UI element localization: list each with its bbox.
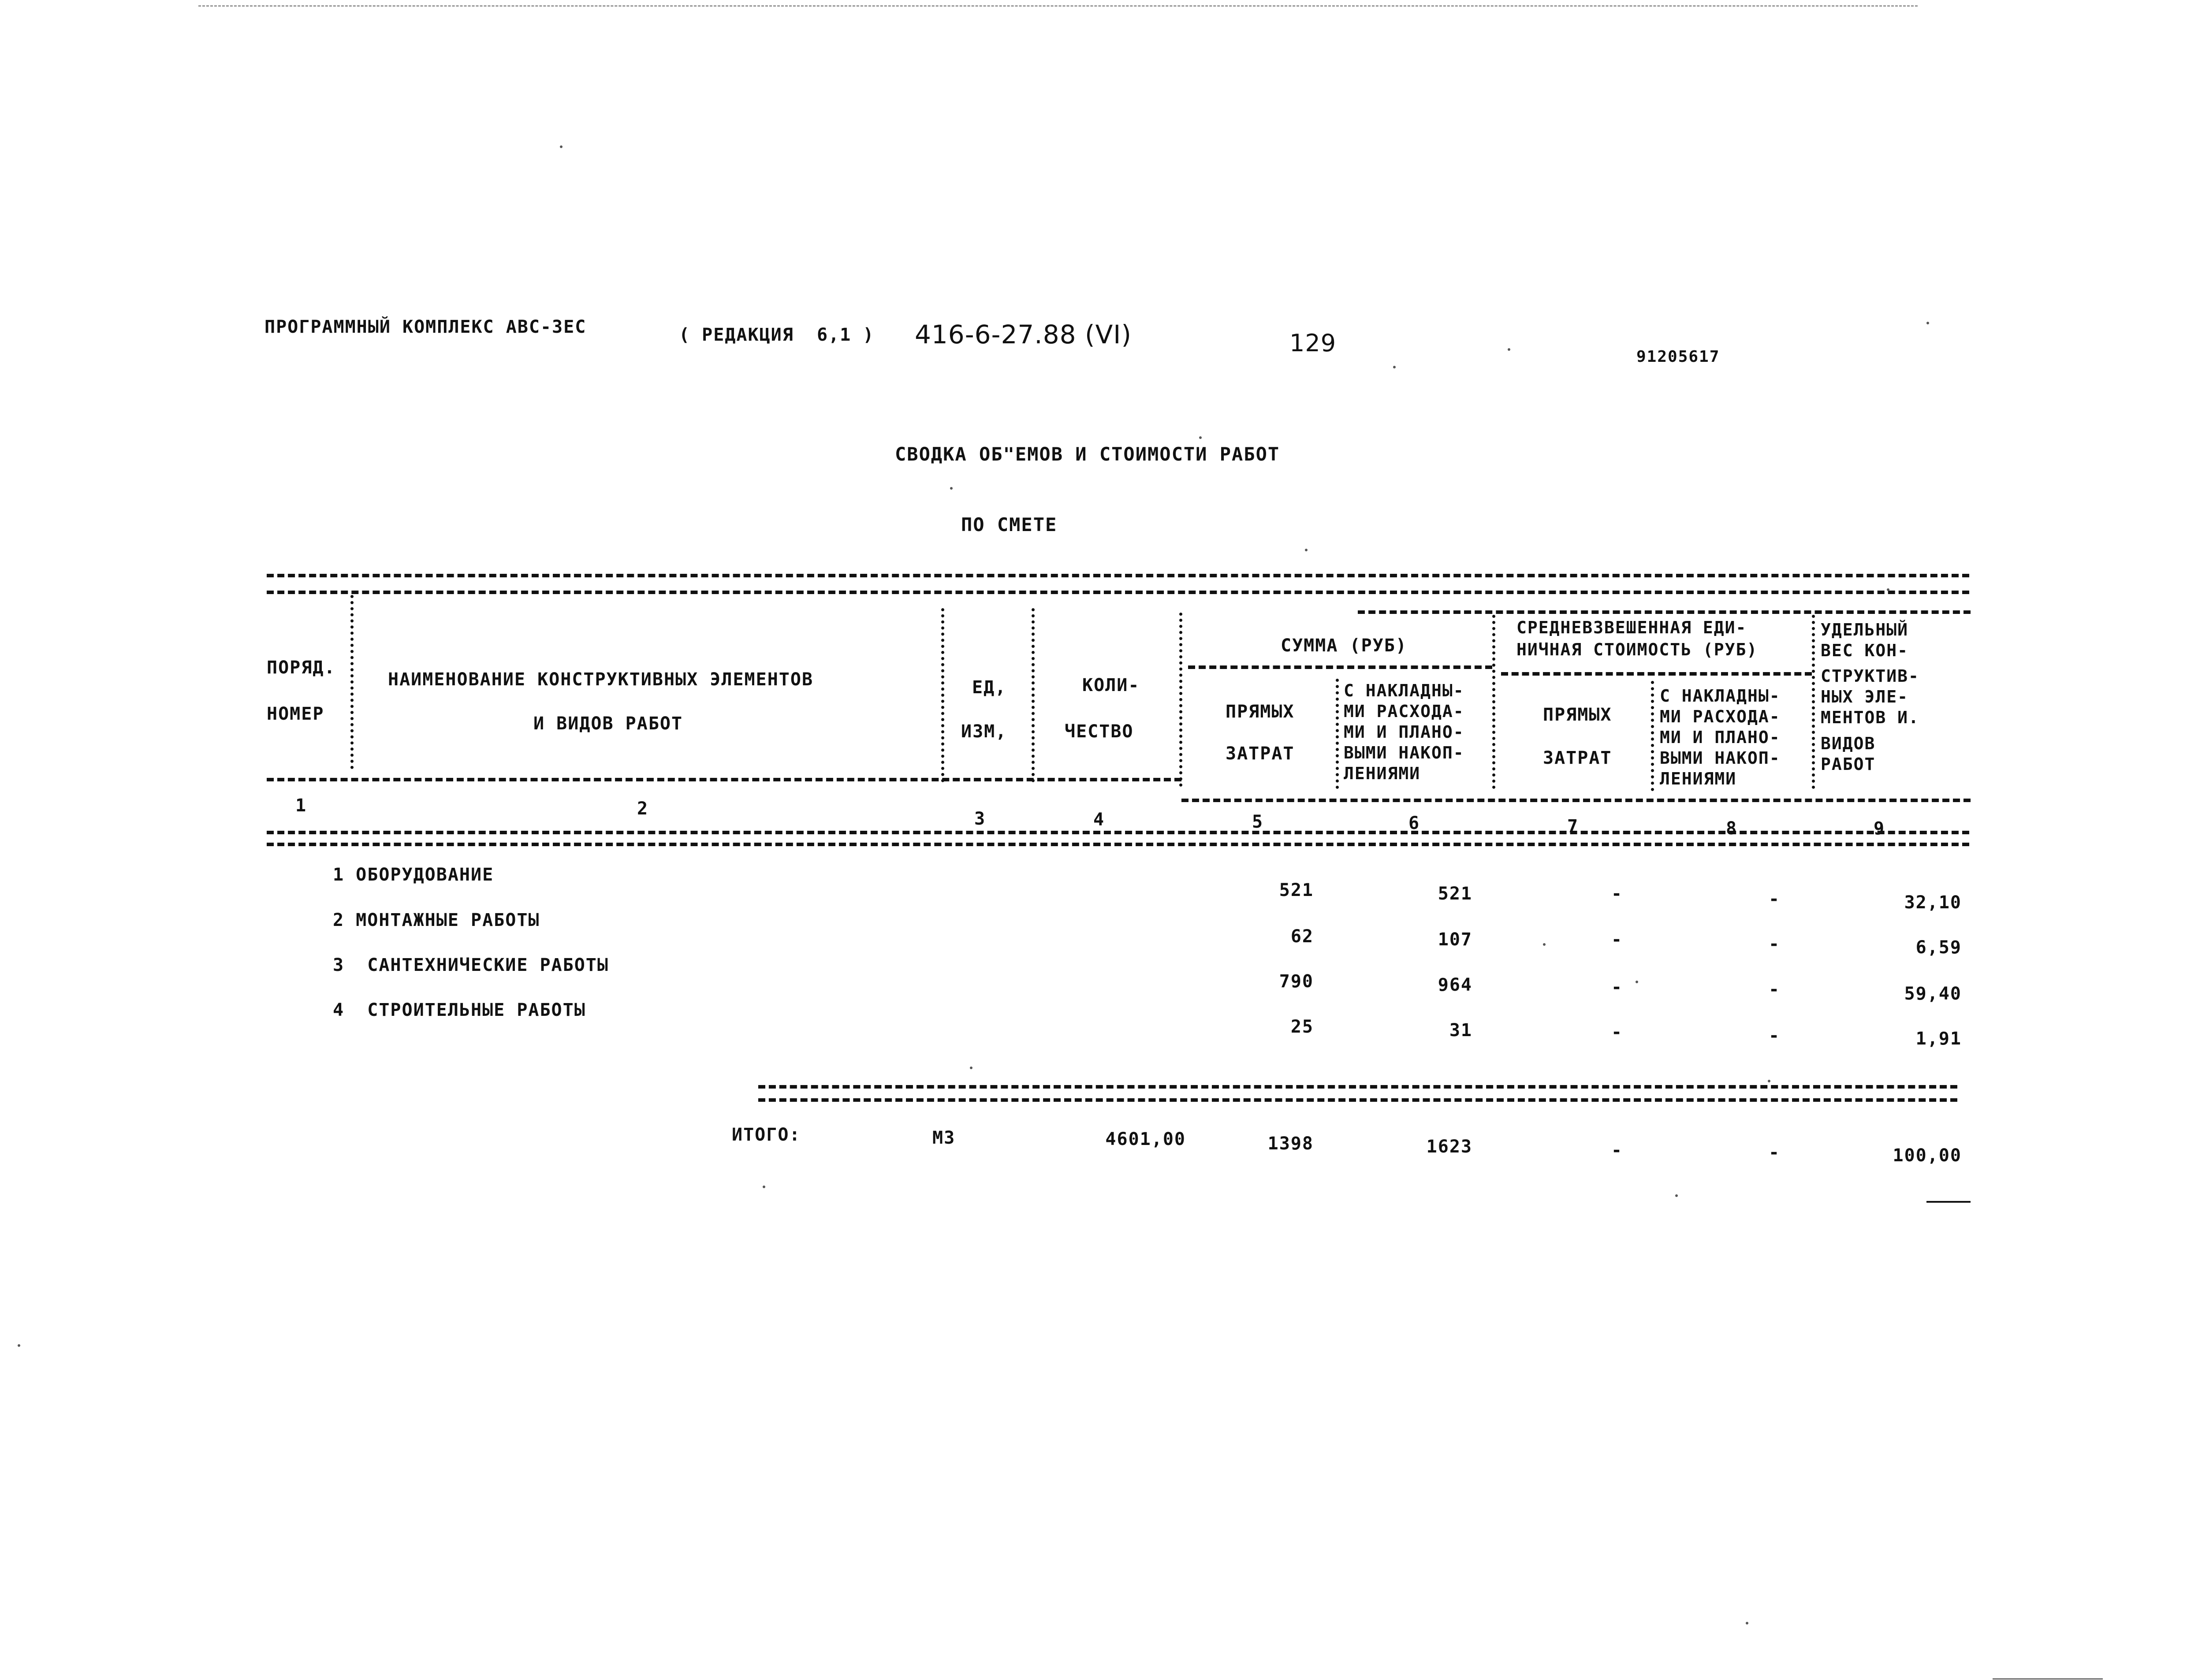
column-number-2: 2	[637, 799, 649, 819]
column-number-6: 6	[1408, 813, 1420, 833]
scan-speck	[1393, 366, 1396, 368]
col-2-heading-line2: И ВИДОВ РАБОТ	[533, 714, 683, 734]
total-quantity: 4601,00	[1105, 1129, 1186, 1149]
sum-overhead-heading-line2: МИ РАСХОДА-	[1344, 702, 1464, 721]
header-separator	[1812, 615, 1815, 789]
total-avg-direct: -	[1611, 1140, 1623, 1160]
row-direct-cost: 790	[1279, 971, 1314, 992]
total-separator-2	[758, 1098, 1957, 1102]
sum-overhead-heading-line1: С НАКЛАДНЫ-	[1344, 681, 1464, 700]
table-top-border-2	[267, 591, 1969, 594]
weight-heading-line5: МЕНТОВ И.	[1821, 708, 1919, 727]
avg-overhead-heading-line2: МИ РАСХОДА-	[1660, 707, 1781, 726]
total-avg-overhead: -	[1769, 1142, 1781, 1163]
column-number-5: 5	[1252, 812, 1264, 832]
sum-group-underline	[1188, 665, 1492, 669]
row-weight: 59,40	[1904, 984, 1962, 1004]
scan-speck	[970, 1067, 972, 1069]
col-1-heading-line1: ПОРЯД.	[267, 658, 336, 678]
sum-direct-heading-line1: ПРЯМЫХ	[1226, 702, 1295, 722]
header-separator	[350, 595, 354, 769]
scan-speck	[1926, 322, 1929, 324]
sum-group-heading: СУММА (РУБ)	[1281, 636, 1407, 656]
col-2-heading-line1: НАИМЕНОВАНИЕ КОНСТРУКТИВНЫХ ЭЛЕМЕНТОВ	[388, 669, 814, 690]
sum-overhead-heading-line4: ВЫМИ НАКОП-	[1344, 743, 1464, 762]
avg-direct-heading-line1: ПРЯМЫХ	[1543, 705, 1612, 725]
weight-heading-line2: ВЕС КОН-	[1821, 641, 1909, 660]
avg-group-heading-line1: СРЕДНЕВЗВЕШЕННАЯ ЕДИ-	[1516, 618, 1747, 637]
total-underline	[1926, 1201, 1971, 1203]
column-numbers-top-border-right	[1181, 799, 1971, 802]
avg-group-underline	[1501, 672, 1812, 676]
avg-group-heading-line2: НИЧНАЯ СТОИМОСТЬ (РУБ)	[1516, 640, 1758, 659]
row-weight: 6,59	[1915, 937, 1962, 958]
program-name: ПРОГРАММНЫЙ КОМПЛЕКС АВС-3ЕС	[265, 317, 587, 337]
weight-heading-line7: РАБОТ	[1821, 755, 1876, 774]
total-unit: М3	[932, 1128, 956, 1148]
scan-speck	[950, 487, 953, 490]
row-avg-overhead: -	[1769, 889, 1781, 909]
scan-speck	[18, 1344, 20, 1347]
row-avg-direct: -	[1611, 977, 1623, 997]
scan-speck	[1746, 1622, 1748, 1624]
table-top-border	[267, 574, 1969, 577]
row-name: 4 СТРОИТЕЛЬНЫЕ РАБОТЫ	[333, 1000, 586, 1020]
column-numbers-top-border	[267, 778, 1181, 781]
table-top-border-right	[1358, 610, 1971, 614]
col-4-heading-line1: КОЛИ-	[1082, 675, 1140, 695]
total-label: ИТОГО:	[732, 1125, 801, 1145]
scan-speck	[1199, 436, 1202, 439]
row-weight: 1,91	[1915, 1029, 1962, 1049]
scan-speck	[763, 1186, 765, 1188]
scan-speck	[1508, 348, 1510, 351]
scan-edge-mark	[198, 5, 1918, 7]
col-1-heading-line2: НОМЕР	[267, 704, 324, 724]
avg-overhead-heading-line1: С НАКЛАДНЫ-	[1660, 686, 1781, 706]
sum-overhead-heading-line3: МИ И ПЛАНО-	[1344, 722, 1464, 742]
column-number-8: 8	[1726, 818, 1738, 839]
header-separator	[1651, 681, 1654, 791]
weight-heading-line3: СТРУКТИВ-	[1821, 666, 1919, 686]
row-name: 3 САНТЕХНИЧЕСКИЕ РАБОТЫ	[333, 955, 609, 975]
col-3-heading-line2: ИЗМ,	[961, 721, 1007, 742]
sum-overhead-heading-line5: ЛЕНИЯМИ	[1344, 764, 1421, 783]
avg-overhead-heading-line4: ВЫМИ НАКОП-	[1660, 748, 1781, 768]
row-overhead-cost: 964	[1438, 975, 1472, 995]
table-header-bottom-border-2	[267, 843, 1969, 846]
row-overhead-cost: 521	[1438, 884, 1472, 904]
report-subtitle: ПО СМЕТЕ	[961, 514, 1058, 535]
avg-direct-heading-line2: ЗАТРАТ	[1543, 748, 1612, 768]
col-4-heading-line2: ЧЕСТВО	[1065, 721, 1134, 742]
scan-speck	[1305, 549, 1308, 551]
weight-heading-line1: УДЕЛЬНЫЙ	[1821, 620, 1909, 639]
column-number-3: 3	[974, 809, 986, 829]
table-header-bottom-border	[267, 831, 1969, 834]
row-avg-overhead: -	[1769, 979, 1781, 1000]
scan-speck	[1543, 943, 1546, 946]
edition-label: ( РЕДАКЦИЯ 6,1 )	[679, 325, 875, 345]
row-direct-cost: 25	[1290, 1017, 1314, 1037]
row-direct-cost: 521	[1279, 880, 1314, 900]
scan-speck	[1636, 981, 1638, 983]
row-avg-direct: -	[1611, 884, 1623, 904]
header-separator	[941, 608, 944, 782]
scan-speck	[1675, 1194, 1678, 1197]
header-separator	[1032, 608, 1035, 782]
row-avg-overhead: -	[1769, 1026, 1781, 1046]
row-avg-direct: -	[1611, 929, 1623, 950]
column-number-9: 9	[1874, 818, 1885, 839]
total-weight: 100,00	[1893, 1145, 1962, 1166]
code-number: 91205617	[1636, 348, 1720, 366]
column-number-7: 7	[1567, 816, 1579, 836]
total-direct-cost: 1398	[1267, 1134, 1314, 1154]
column-number-1: 1	[295, 795, 307, 816]
row-name: 2 МОНТАЖНЫЕ РАБОТЫ	[333, 910, 540, 930]
col-3-heading-line1: ЕД,	[972, 677, 1007, 698]
header-separator	[1492, 615, 1495, 789]
row-name: 1 ОБОРУДОВАНИЕ	[333, 865, 494, 885]
scan-speck	[1887, 588, 1889, 591]
weight-heading-line6: ВИДОВ	[1821, 734, 1876, 753]
header-separator	[1336, 679, 1339, 789]
weight-heading-line4: НЫХ ЭЛЕ-	[1821, 687, 1909, 706]
column-number-4: 4	[1093, 810, 1105, 830]
sum-direct-heading-line2: ЗАТРАТ	[1226, 743, 1295, 764]
scan-speck	[1768, 1080, 1770, 1082]
scan-edge-mark	[1993, 1678, 2103, 1680]
total-overhead-cost: 1623	[1426, 1137, 1472, 1157]
handwritten-document-code: 416-6-27.88 (VI)	[915, 320, 1132, 349]
avg-overhead-heading-line5: ЛЕНИЯМИ	[1660, 769, 1737, 788]
page-number: 129	[1289, 329, 1337, 357]
row-direct-cost: 62	[1290, 926, 1314, 947]
row-avg-direct: -	[1611, 1022, 1623, 1042]
row-overhead-cost: 31	[1449, 1020, 1472, 1041]
row-overhead-cost: 107	[1438, 929, 1472, 950]
row-weight: 32,10	[1904, 892, 1962, 913]
scan-speck	[560, 145, 563, 148]
header-separator	[1179, 613, 1182, 787]
row-avg-overhead: -	[1769, 934, 1781, 954]
report-title: СВОДКА ОБ"ЕМОВ И СТОИМОСТИ РАБОТ	[895, 443, 1280, 465]
total-separator	[758, 1085, 1957, 1089]
avg-overhead-heading-line3: МИ И ПЛАНО-	[1660, 728, 1781, 747]
